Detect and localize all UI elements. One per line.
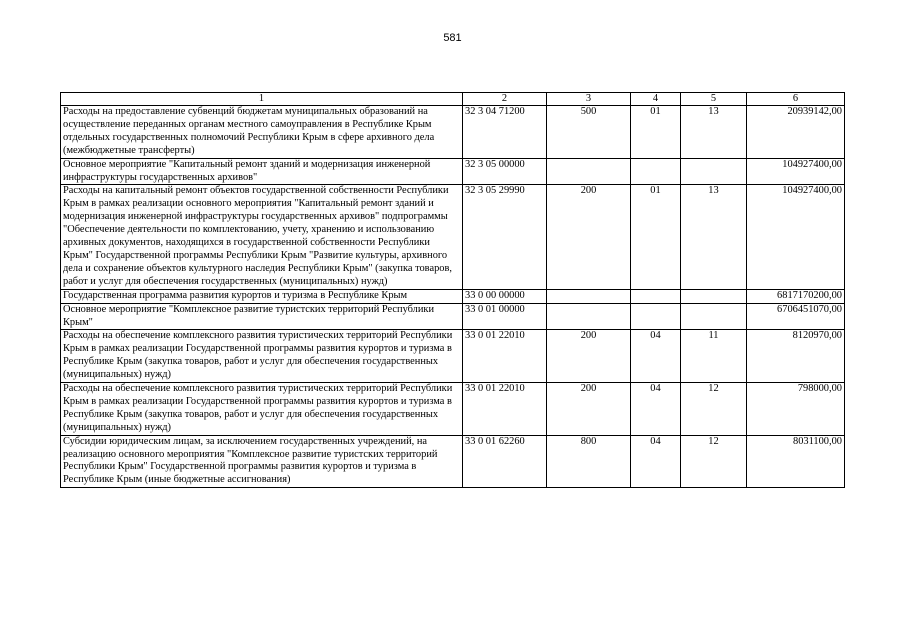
row-code: 33 0 01 22010: [463, 383, 547, 436]
row-code: 33 0 01 00000: [463, 303, 547, 330]
row-amount: 104927400,00: [747, 185, 845, 289]
row-description: Основное мероприятие "Капитальный ремонт зданий и модернизация инженерной инфраструктуры государственных архивов": [61, 158, 463, 185]
table-row: [61, 383, 845, 436]
row-code: 33 0 01 62260: [463, 435, 547, 488]
row-col3: [547, 158, 631, 185]
table-row: [61, 303, 845, 330]
row-description: Расходы на обеспечение комплексного развития туристических территорий Республики Крым в рамках реализации Государственной программы развития курортов и туризма в Республике Крым (закупка товаров, работ и услуг для обеспечения государственных (муниципальных) нужд): [61, 330, 463, 383]
row-code: 32 3 05 29990: [463, 185, 547, 289]
row-col5: 13: [681, 106, 747, 159]
row-col4: [631, 158, 681, 185]
column-header: 2: [463, 93, 547, 106]
column-header: 3: [547, 93, 631, 106]
row-col3: 800: [547, 435, 631, 488]
row-col4: [631, 289, 681, 303]
row-code: 33 0 01 22010: [463, 330, 547, 383]
row-col5: 11: [681, 330, 747, 383]
row-amount: 104927400,00: [747, 158, 845, 185]
table-row: [61, 330, 845, 383]
row-amount: 8031100,00: [747, 435, 845, 488]
row-col4: 04: [631, 435, 681, 488]
row-amount: 798000,00: [747, 383, 845, 436]
row-amount: 6817170200,00: [747, 289, 845, 303]
row-description: Расходы на обеспечение комплексного развития туристических территорий Республики Крым в рамках реализации Государственной программы развития курортов и туризма в Республике Крым (закупка товаров, работ и услуг для обеспечения государственных (муниципальных) нужд): [61, 383, 463, 436]
row-col3: 500: [547, 106, 631, 159]
row-description: Субсидии юридическим лицам, за исключением государственных учреждений, на реализацию основного мероприятия "Комплексное развитие туристских территорий Республики Крым" Государственной программы развития курортов и туризма в Республике Крым (иные бюджетные ассигнования): [61, 435, 463, 488]
row-col5: 12: [681, 383, 747, 436]
column-header: 4: [631, 93, 681, 106]
row-col5: [681, 289, 747, 303]
row-col3: 200: [547, 383, 631, 436]
row-col3: [547, 303, 631, 330]
page-number: 581: [443, 32, 462, 44]
table-row: [61, 106, 845, 159]
row-col5: [681, 303, 747, 330]
row-col3: 200: [547, 185, 631, 289]
row-col4: 01: [631, 106, 681, 159]
row-code: 32 3 04 71200: [463, 106, 547, 159]
table-row: [61, 289, 845, 303]
table-row: [61, 435, 845, 488]
row-code: 32 3 05 00000: [463, 158, 547, 185]
column-header: 1: [61, 93, 463, 106]
row-code: 33 0 00 00000: [463, 289, 547, 303]
row-col5: [681, 158, 747, 185]
row-amount: 8120970,00: [747, 330, 845, 383]
row-col4: 04: [631, 383, 681, 436]
table-row: [61, 158, 845, 185]
budget-table: [60, 92, 845, 488]
row-amount: 6706451070,00: [747, 303, 845, 330]
table-header-row: [61, 93, 845, 106]
row-col4: 04: [631, 330, 681, 383]
row-col3: [547, 289, 631, 303]
row-description: Основное мероприятие "Комплексное развитие туристских территорий Республики Крым": [61, 303, 463, 330]
row-col4: [631, 303, 681, 330]
row-description: Расходы на капитальный ремонт объектов государственной собственности Республики Крым в рамках реализации основного мероприятия "Капитальный ремонт зданий и модернизация инженерной инфраструктуры государственных архивов" подпрограммы "Обеспечение деятельности по комплектованию, учету, хранению и использованию архивных документов, находящихся в государственной собственности Республики Крым" Государственной программы Республики Крым "Развитие культуры, архивного дела и сохранение объектов культурного наследия Республики Крым" (закупка товаров, работ и услуг для обеспечения государственных (муниципальных) нужд): [61, 185, 463, 289]
row-col3: 200: [547, 330, 631, 383]
column-header: 6: [747, 93, 845, 106]
column-header: 5: [681, 93, 747, 106]
table-row: [61, 185, 845, 289]
row-description: Государственная программа развития курортов и туризма в Республике Крым: [61, 289, 463, 303]
row-amount: 20939142,00: [747, 106, 845, 159]
row-col4: 01: [631, 185, 681, 289]
row-col5: 13: [681, 185, 747, 289]
row-col5: 12: [681, 435, 747, 488]
row-description: Расходы на предоставление субвенций бюджетам муниципальных образований на осуществление переданных органам местного самоуправления в Республике Крым отдельных государственных полномочий Республики Крым в сфере архивного дела (межбюджетные трансферты): [61, 106, 463, 159]
